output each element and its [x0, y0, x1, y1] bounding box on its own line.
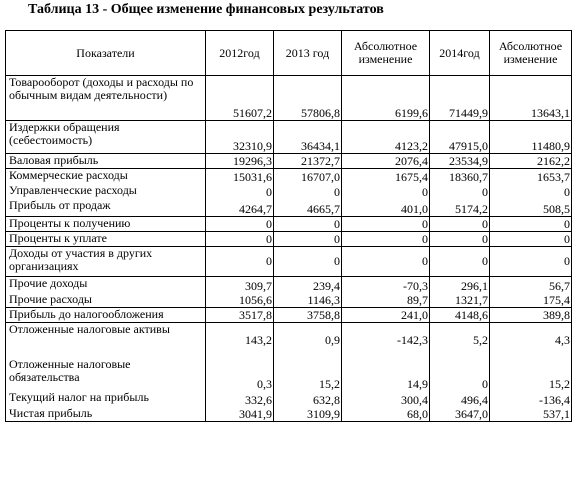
cell-value: 16707,0: [274, 169, 342, 184]
cell-value: 143,2: [206, 323, 274, 358]
header-abs-change-1: Абсолютное изменение: [342, 31, 430, 76]
cell-value: 0: [430, 232, 490, 247]
row-label: Доходы от участия в других организациях: [6, 247, 206, 277]
cell-value: 3758,8: [274, 308, 342, 323]
header-2012: 2012год: [206, 31, 274, 76]
row-label: Коммерческие расходы: [6, 169, 206, 184]
row-label: Чистая прибыль: [6, 407, 206, 422]
cell-value: 632,8: [274, 391, 342, 407]
cell-value: 4148,6: [430, 308, 490, 323]
table-row: [6, 184, 572, 199]
financial-results-table: [5, 30, 572, 422]
row-label: Прибыль до налогообложения: [6, 308, 206, 323]
cell-value: 0,9: [274, 323, 342, 358]
cell-value: 3041,9: [206, 407, 274, 422]
cell-value: 68,0: [342, 407, 430, 422]
cell-value: 5,2: [430, 323, 490, 358]
row-label: Управленческие расходы: [6, 184, 206, 199]
cell-value: 0: [490, 217, 572, 232]
cell-value: 0: [430, 358, 490, 391]
cell-value: 0: [274, 184, 342, 199]
header-indicator: Показатели: [6, 31, 206, 76]
table-row: [6, 76, 572, 121]
cell-value: 11480,9: [490, 121, 572, 154]
cell-value: 496,4: [430, 391, 490, 407]
cell-value: 0: [206, 247, 274, 277]
table-row: [6, 323, 572, 358]
cell-value: 1056,6: [206, 293, 274, 308]
cell-value: 300,4: [342, 391, 430, 407]
row-label: Отложенные налоговые обязательства: [6, 358, 206, 391]
cell-value: -136,4: [490, 391, 572, 407]
cell-value: 0: [490, 232, 572, 247]
table-row: [6, 277, 572, 293]
row-label: Текущий налог на прибыль: [6, 391, 206, 407]
cell-value: 0: [206, 217, 274, 232]
table-header-row: [6, 31, 572, 76]
cell-value: 13643,1: [490, 76, 572, 121]
cell-value: 0,3: [206, 358, 274, 391]
table-title: Таблица 13 - Общее изменение финансовых результатов: [28, 2, 384, 17]
row-label: Прочие доходы: [6, 277, 206, 293]
row-label: Издержки обращения (себестоимость): [6, 121, 206, 154]
table-row: [6, 407, 572, 422]
cell-value: 0: [430, 217, 490, 232]
cell-value: 0: [206, 232, 274, 247]
cell-value: 389,8: [490, 308, 572, 323]
cell-value: 0: [206, 184, 274, 199]
cell-value: 6199,6: [342, 76, 430, 121]
cell-value: 36434,1: [274, 121, 342, 154]
cell-value: 4123,2: [342, 121, 430, 154]
cell-value: 51607,2: [206, 76, 274, 121]
table-row: [6, 154, 572, 169]
cell-value: 56,7: [490, 277, 572, 293]
header-abs-change-2: Абсолютное изменение: [490, 31, 572, 76]
cell-value: 3517,8: [206, 308, 274, 323]
cell-value: 0: [274, 217, 342, 232]
header-2013: 2013 год: [274, 31, 342, 76]
table-row: [6, 308, 572, 323]
cell-value: 0: [274, 232, 342, 247]
cell-value: 332,6: [206, 391, 274, 407]
cell-value: 1675,4: [342, 169, 430, 184]
cell-value: 3647,0: [430, 407, 490, 422]
cell-value: 0: [274, 247, 342, 277]
cell-value: 32310,9: [206, 121, 274, 154]
row-label: Прибыль от продаж: [6, 199, 206, 217]
table-row: [6, 391, 572, 407]
cell-value: 0: [342, 184, 430, 199]
header-2014: 2014год: [430, 31, 490, 76]
cell-value: 508,5: [490, 199, 572, 217]
cell-value: 23534,9: [430, 154, 490, 169]
cell-value: 57806,8: [274, 76, 342, 121]
row-label: Валовая прибыль: [6, 154, 206, 169]
cell-value: 0: [342, 232, 430, 247]
cell-value: 1321,7: [430, 293, 490, 308]
table-row: [6, 247, 572, 277]
cell-value: 5174,2: [430, 199, 490, 217]
cell-value: 241,0: [342, 308, 430, 323]
cell-value: 21372,7: [274, 154, 342, 169]
cell-value: 4,3: [490, 323, 572, 358]
cell-value: 401,0: [342, 199, 430, 217]
cell-value: 0: [490, 184, 572, 199]
row-label: Проценты к уплате: [6, 232, 206, 247]
table-row: [6, 232, 572, 247]
cell-value: 47915,0: [430, 121, 490, 154]
table-row: [6, 217, 572, 232]
cell-value: 2162,2: [490, 154, 572, 169]
cell-value: 296,1: [430, 277, 490, 293]
row-label: Отложенные налоговые активы: [6, 323, 206, 358]
row-label: Прочие расходы: [6, 293, 206, 308]
table-row: [6, 199, 572, 217]
cell-value: 0: [342, 217, 430, 232]
cell-value: 3109,9: [274, 407, 342, 422]
cell-value: 175,4: [490, 293, 572, 308]
cell-value: 15,2: [490, 358, 572, 391]
cell-value: 239,4: [274, 277, 342, 293]
cell-value: 0: [430, 184, 490, 199]
cell-value: 0: [342, 247, 430, 277]
cell-value: 14,9: [342, 358, 430, 391]
cell-value: 0: [490, 247, 572, 277]
cell-value: 19296,3: [206, 154, 274, 169]
table-row: [6, 293, 572, 308]
cell-value: 2076,4: [342, 154, 430, 169]
table-row: [6, 358, 572, 391]
cell-value: 15,2: [274, 358, 342, 391]
table-row: [6, 169, 572, 184]
cell-value: 18360,7: [430, 169, 490, 184]
cell-value: 4665,7: [274, 199, 342, 217]
cell-value: -142,3: [342, 323, 430, 358]
cell-value: 0: [430, 247, 490, 277]
cell-value: 537,1: [490, 407, 572, 422]
cell-value: 309,7: [206, 277, 274, 293]
cell-value: 15031,6: [206, 169, 274, 184]
cell-value: 71449,9: [430, 76, 490, 121]
table-row: [6, 121, 572, 154]
cell-value: -70,3: [342, 277, 430, 293]
cell-value: 1146,3: [274, 293, 342, 308]
row-label: Товарооборот (доходы и расходы по обычным видам деятельности): [6, 76, 206, 121]
cell-value: 1653,7: [490, 169, 572, 184]
row-label: Проценты к получению: [6, 217, 206, 232]
cell-value: 4264,7: [206, 199, 274, 217]
cell-value: 89,7: [342, 293, 430, 308]
